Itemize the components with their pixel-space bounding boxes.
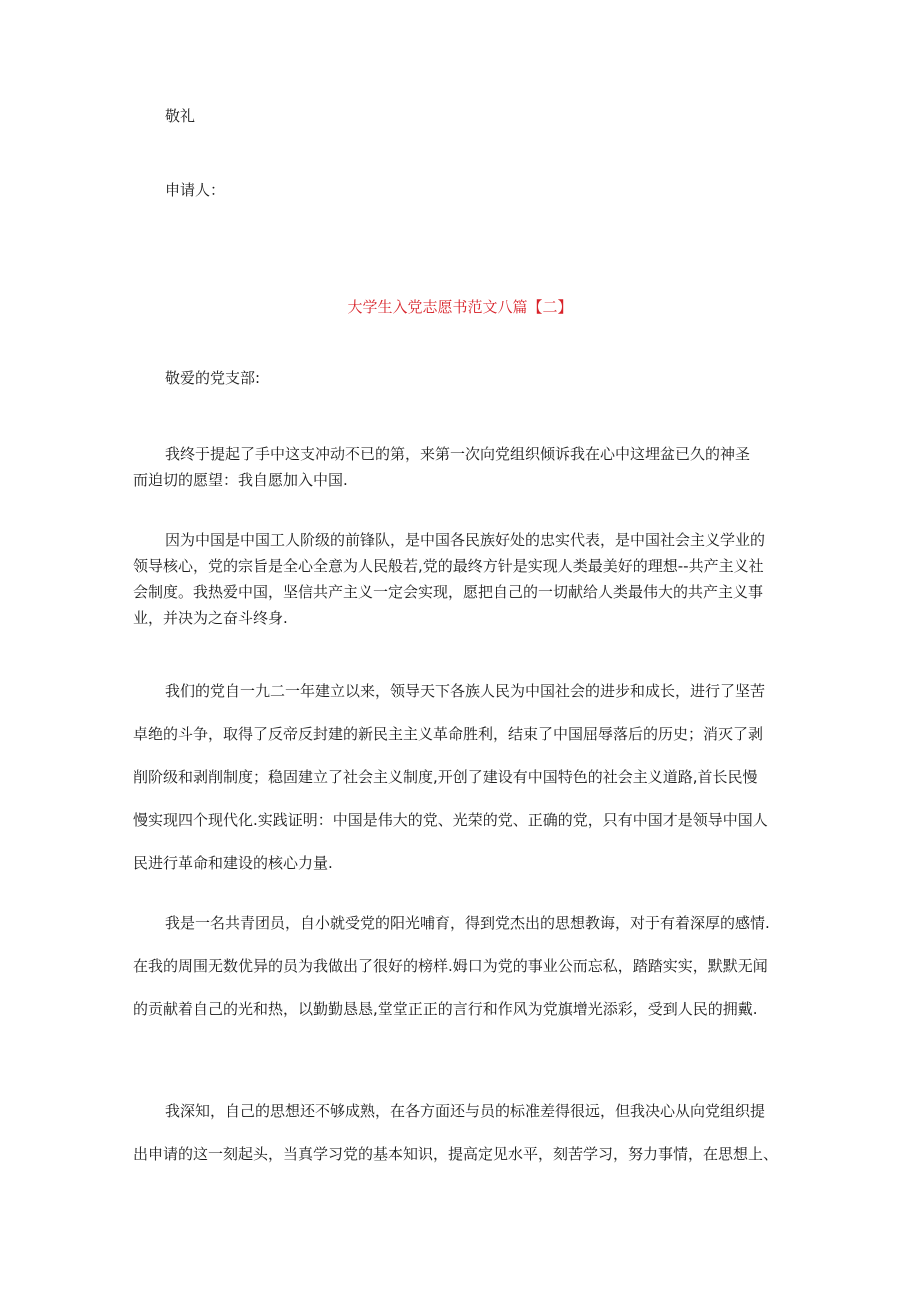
body-paragraph (133, 902, 793, 1031)
body-paragraph (133, 527, 793, 631)
paragraph-line: 会制度。我热爱中国，坚信共产主义一定会实现，愿把自己的一切献给人类最伟大的共产主义事 (133, 583, 764, 601)
paragraph-line: 我深知，自己的思想还不够成熟，在各方面还与员的标准差得很远，但我决心从向党组织提 (165, 1102, 766, 1120)
letter-title: 大学生入党志愿书范文八篇【二】 (347, 298, 573, 316)
body-paragraph (133, 441, 793, 493)
paragraph-line: 业，并决为之奋斗终身. (133, 609, 288, 627)
body-paragraph (133, 1090, 793, 1176)
paragraph-line: 卓绝的斗争，取得了反帝反封建的新民主主义革命胜利，结束了中国屈辱落后的历史；消灭了剥 (133, 725, 764, 743)
letter-closing: 敬礼 (165, 107, 196, 125)
paragraph-line: 的贡献着自己的光和热，以勤勤恳恳,堂堂正正的言行和作风为党旗增光添彩，受到人民的拥戴. (133, 1000, 758, 1018)
paragraph-line: 我们的党自一九二一年建立以来，领导天下各族人民为中国社会的进步和成长，进行了坚苦 (165, 682, 766, 700)
paragraph-line: 我终于提起了手中这支冲动不已的第，来第一次向党组织倾诉我在心中这埋盆已久的神圣 (165, 445, 751, 463)
paragraph-line: 因为中国是中国工人阶级的前锋队，是中国各民族好处的忠实代表，是中国社会主义学业的 (165, 531, 766, 549)
applicant-signature-label: 申请人： (165, 181, 226, 199)
body-paragraph (133, 670, 793, 885)
paragraph-line: 而迫切的愿望：我自愿加入中国. (133, 471, 348, 489)
paragraph-line: 在我的周围无数优异的员为我做出了很好的榜样.姆口为党的事业公而忘私，踏踏实实，默默无闻 (133, 957, 768, 975)
paragraph-line: 慢实现四个现代化.实践证明：中国是伟大的党、光荣的党、正确的党，只有中国才是领导中国人 (133, 811, 768, 829)
letter-salutation: 敬爱的党支部: (165, 369, 261, 387)
paragraph-line: 民进行革命和建设的核心力量. (133, 854, 333, 872)
paragraph-line: 领导核心，党的宗旨是全心全意为人民般若,党的最终方针是实现人类最美好的理想--共产主义社 (133, 557, 764, 575)
paragraph-line: 出申请的这一刻起头，当真学习党的基本知识，提高定见水平，刻苦学习，努力事情，在思想上、 (133, 1145, 779, 1163)
paragraph-line: 我是一名共青团员，自小就受党的阳光哺育，得到党杰出的思想教诲，对于有着深厚的感情. (165, 914, 770, 932)
paragraph-line: 削阶级和剥削制度；稳固建立了社会主义制度,开创了建设有中国特色的社会主义道路,首长民慢 (133, 768, 758, 786)
